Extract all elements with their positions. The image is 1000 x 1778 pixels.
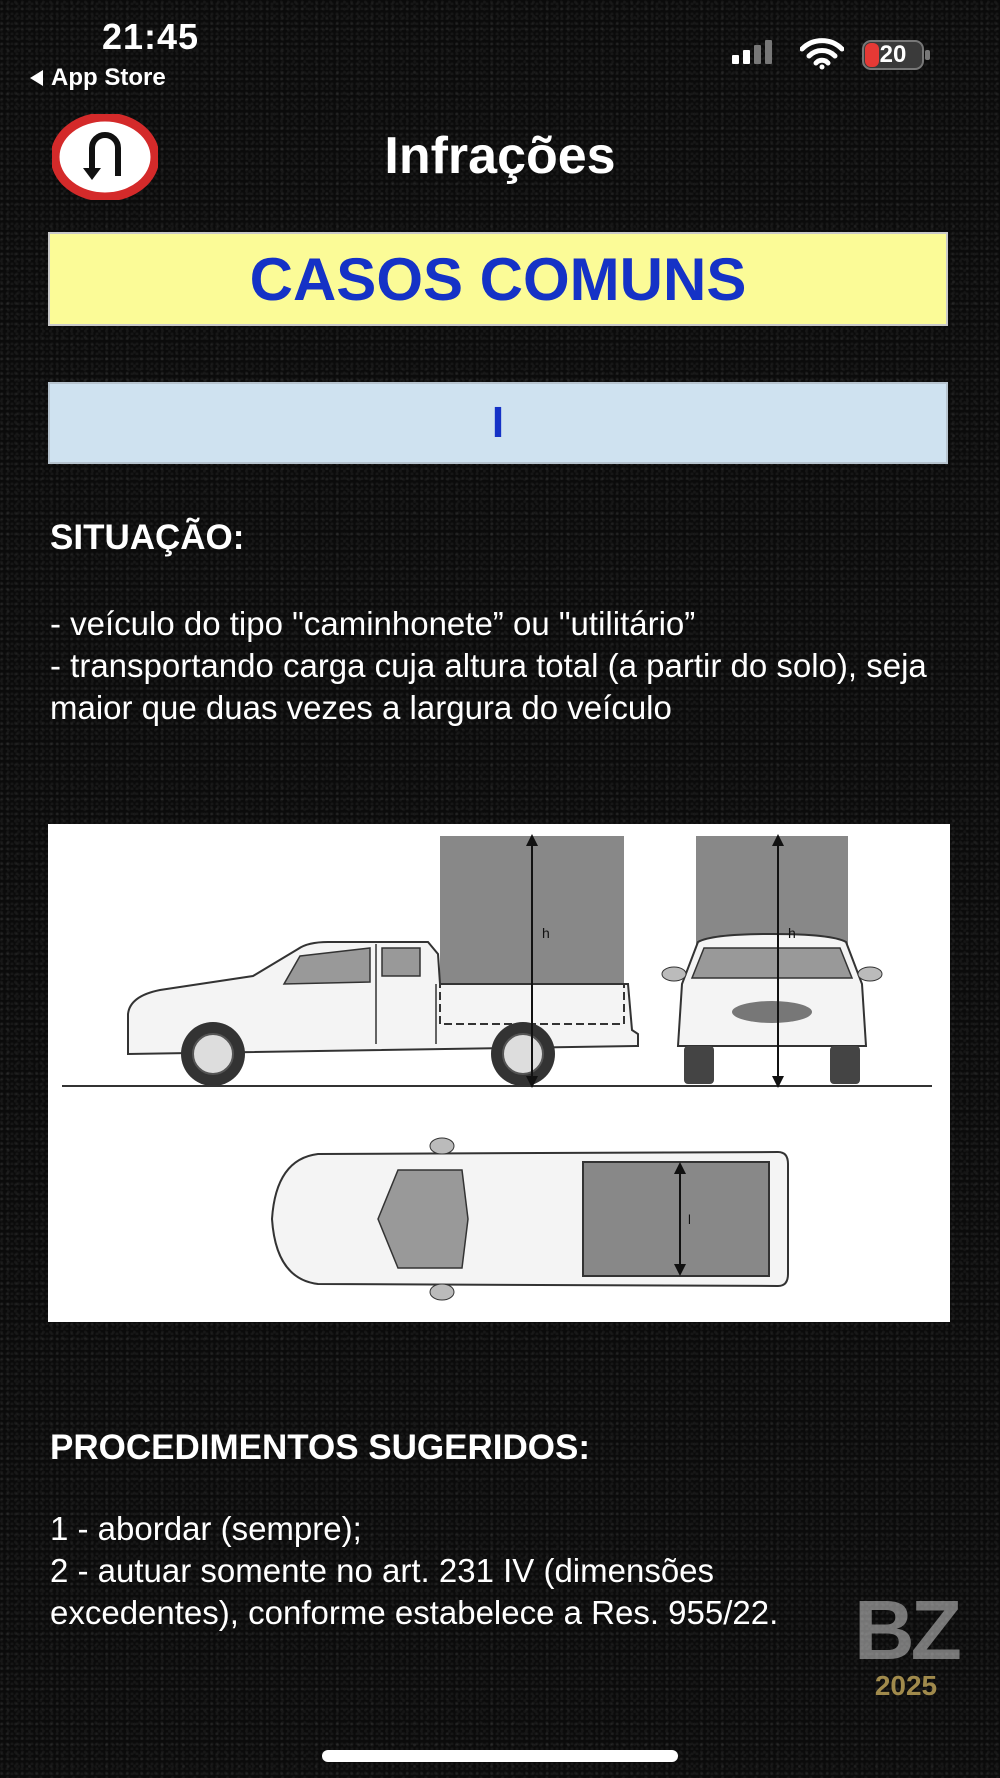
- situation-heading: SITUAÇÃO:: [50, 518, 245, 557]
- back-to-app-store-link[interactable]: [30, 64, 166, 92]
- side-height-label: h: [542, 925, 550, 941]
- watermark-year: 2025: [874, 1670, 938, 1701]
- situation-line: - transportando carga cuja altura total (a partir do solo), seja maior que duas vezes a largura do veículo: [50, 647, 927, 726]
- battery-icon: [862, 40, 932, 70]
- case-number-banner: I: [48, 382, 948, 464]
- status-time: 21:45: [102, 16, 200, 57]
- home-indicator[interactable]: [322, 1750, 678, 1762]
- category-banner: CASOS COMUNS: [48, 232, 948, 326]
- page-title: Infrações: [384, 127, 616, 185]
- back-link-label: App Store: [51, 64, 166, 91]
- cellular-signal-icon: [732, 40, 772, 64]
- battery-level: 20: [879, 41, 907, 68]
- vehicle-diagram-svg: [48, 824, 950, 1322]
- vehicle-dimension-diagram: [48, 824, 950, 1322]
- bz-watermark-logo: [836, 1583, 976, 1701]
- situation-line: - veículo do tipo "caminhonete” ou "utilitário”: [50, 605, 696, 642]
- procedures-heading: PROCEDIMENTOS SUGERIDOS:: [50, 1428, 590, 1467]
- wifi-icon: [800, 38, 844, 70]
- back-arrow-icon: [30, 70, 43, 86]
- procedure-line: 2 - autuar somente no art. 231 IV (dimensões excedentes), conforme estabelece a Res. 955/22.: [50, 1552, 779, 1631]
- width-label: l: [688, 1212, 691, 1227]
- front-height-label: h: [788, 925, 796, 941]
- procedure-line: 1 - abordar (sempre);: [50, 1510, 362, 1547]
- watermark-letters: BZ: [854, 1583, 958, 1677]
